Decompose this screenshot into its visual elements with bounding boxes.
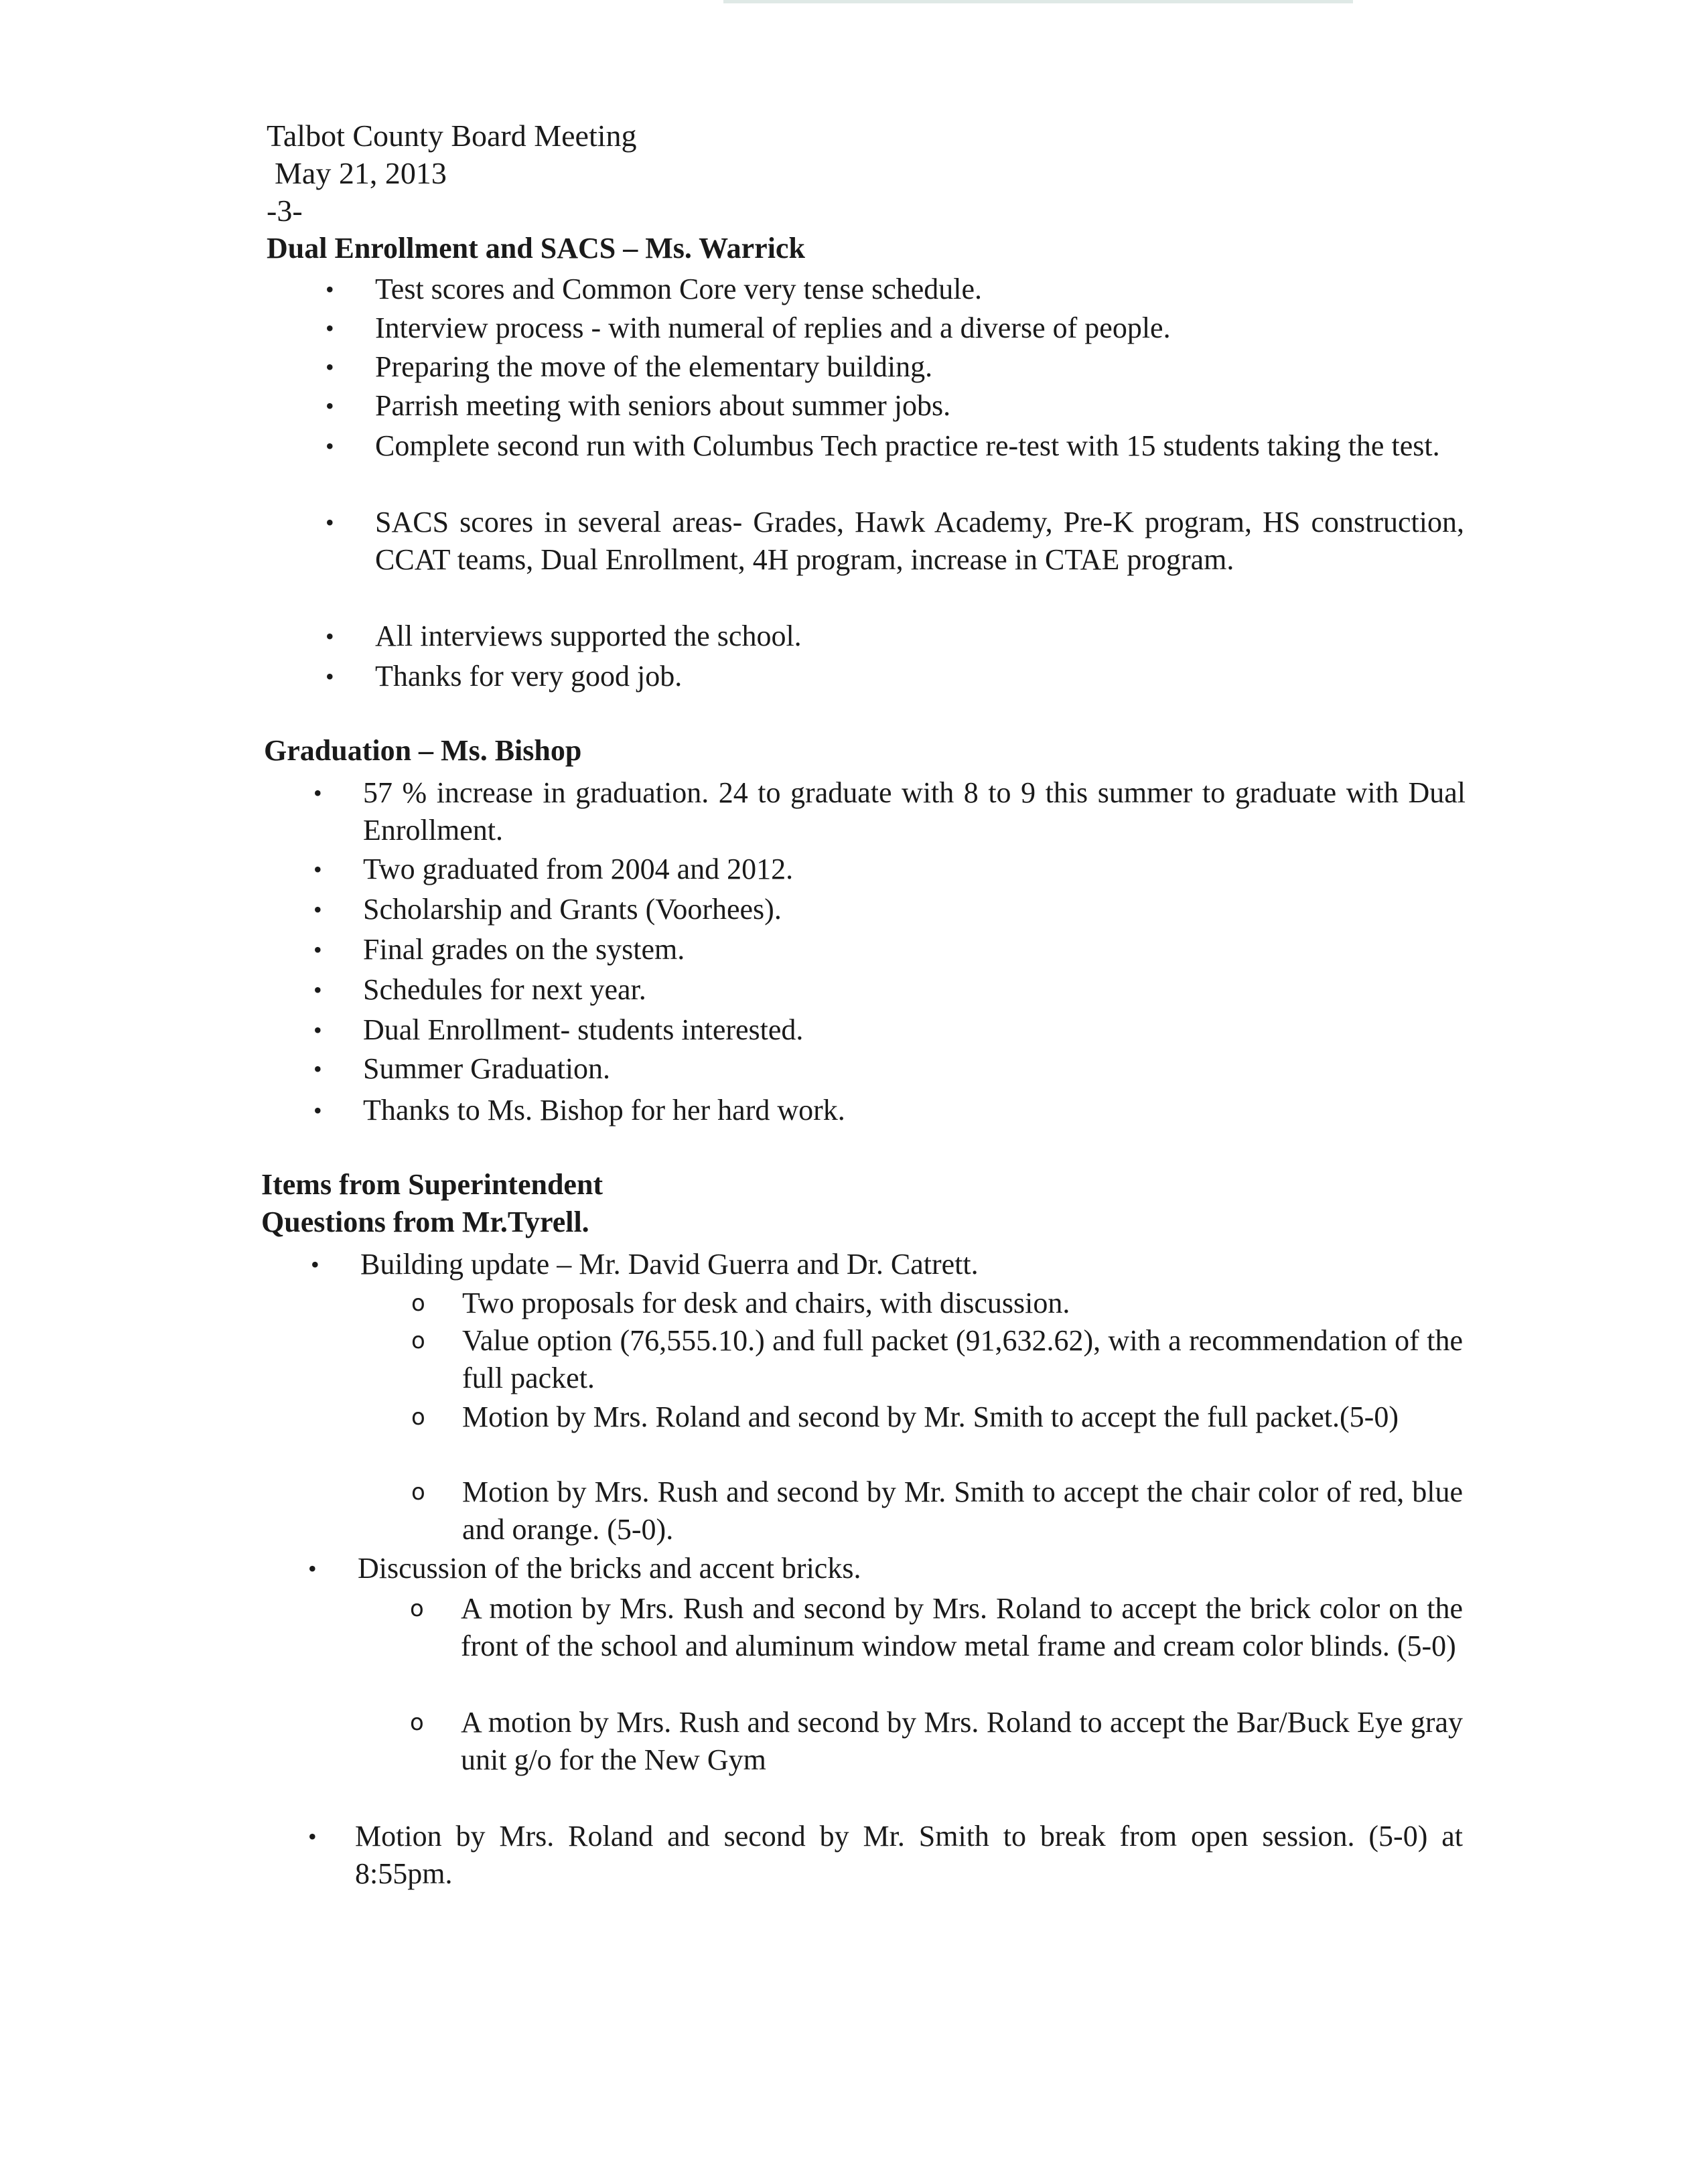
sub-bullet-mark: o (411, 1479, 425, 1506)
sub-list-item (410, 1704, 1463, 1779)
sub-list-item (411, 1285, 1463, 1322)
sub-list-item-text: Value option (76,555.10.) and full packet (91,632.62), with a recommendation of the full packet. (462, 1324, 1463, 1394)
list-item-bricks-discussion (308, 1550, 1463, 1587)
list-item-text: Parrish meeting with seniors about summer jobs. (375, 389, 951, 422)
list-item (313, 1092, 1466, 1129)
page-number: -3- (267, 194, 303, 228)
sub-list-item (410, 1590, 1463, 1665)
bullet-mark: • (313, 896, 322, 923)
sub-list-item (411, 1398, 1463, 1436)
bullet-mark: • (326, 276, 334, 303)
scan-edge (723, 0, 1353, 3)
bullet-mark: • (326, 623, 334, 650)
section-heading-dual-enrollment: Dual Enrollment and SACS – Ms. Warrick (267, 232, 805, 265)
list-item-text: Interview process - with numeral of replies and a diverse of people. (375, 311, 1171, 344)
sub-bullet-mark: o (411, 1404, 425, 1431)
list-item (313, 891, 1466, 928)
list-item (313, 931, 1466, 968)
section-heading-questions: Questions from Mr.Tyrell. (261, 1206, 589, 1238)
list-item (313, 1050, 1466, 1088)
list-item-text: Two graduated from 2004 and 2012. (363, 853, 794, 885)
bullet-mark: • (313, 1056, 322, 1082)
sub-list-item (411, 1473, 1463, 1548)
sub-bullet-mark: o (411, 1327, 425, 1354)
bullet-mark: • (308, 1555, 317, 1582)
list-item-text: Motion by Mrs. Roland and second by Mr. Smith to break from open session. (5-0) at 8:55pm. (355, 1820, 1463, 1890)
meeting-date: May 21, 2013 (275, 156, 447, 190)
list-item-text: Complete second run with Columbus Tech practice re-test with 15 students taking the test. (375, 429, 1440, 462)
list-item-text: 57 % increase in graduation. 24 to graduate with 8 to 9 this summer to graduate with Dual Enrollment. (363, 776, 1466, 847)
bullet-mark: • (326, 354, 334, 380)
list-item (326, 271, 1464, 308)
bullet-mark: • (326, 433, 334, 459)
sub-list-item-text: Two proposals for desk and chairs, with discussion. (462, 1287, 1070, 1319)
list-item (326, 658, 1464, 695)
list-item-text: All interviews supported the school. (375, 620, 802, 652)
bullet-mark: • (313, 780, 322, 806)
list-item-text: Building update – Mr. David Guerra and Dr. Catrett. (360, 1248, 979, 1281)
list-item (313, 1011, 1466, 1049)
bullet-mark: • (313, 976, 322, 1003)
list-item (313, 774, 1466, 849)
bullet-mark: • (311, 1251, 319, 1278)
list-item-text: Schedules for next year. (363, 973, 646, 1006)
list-item-text: Preparing the move of the elementary building. (375, 350, 933, 383)
section-heading-superintendent: Items from Superintendent (261, 1168, 603, 1201)
bullet-mark: • (313, 1097, 322, 1124)
sub-list-item (411, 1322, 1463, 1397)
list-item (326, 618, 1464, 655)
list-item-text: Dual Enrollment- students interested. (363, 1013, 804, 1046)
list-item (326, 348, 1464, 386)
list-item-text: Scholarship and Grants (Voorhees). (363, 893, 782, 926)
sub-list-item-text: Motion by Mrs. Rush and second by Mr. Smith to accept the chair color of red, blue and orange. (5-0). (462, 1475, 1463, 1546)
sub-bullet-mark: o (411, 1290, 425, 1317)
bullet-mark: • (313, 856, 322, 883)
list-item-text: Discussion of the bricks and accent bricks. (358, 1552, 861, 1585)
bullet-mark: • (313, 936, 322, 963)
sub-list-item-text: A motion by Mrs. Rush and second by Mrs. Roland to accept the Bar/Buck Eye gray unit g/o for the New Gym (461, 1706, 1463, 1776)
list-item-text: SACS scores in several areas- Grades, Hawk Academy, Pre-K program, HS construction, CCAT teams, Dual Enrollment, 4H program, increase in CTAE program. (375, 506, 1464, 576)
list-item-text: Thanks to Ms. Bishop for her hard work. (363, 1094, 845, 1127)
sub-bullet-mark: o (410, 1595, 424, 1622)
bullet-mark: • (326, 509, 334, 536)
section-heading-graduation: Graduation – Ms. Bishop (264, 734, 582, 767)
bullet-mark: • (308, 1823, 317, 1850)
list-item-building-update (311, 1246, 1463, 1283)
bullet-mark: • (326, 392, 334, 419)
list-item (326, 504, 1464, 579)
list-item-text: Test scores and Common Core very tense schedule. (375, 273, 983, 305)
list-item-text: Summer Graduation. (363, 1052, 611, 1085)
list-item (313, 971, 1466, 1009)
list-item-final-motion (308, 1818, 1463, 1893)
list-item-text: Thanks for very good job. (375, 660, 683, 693)
bullet-mark: • (326, 315, 334, 342)
sub-list-item-text: Motion by Mrs. Roland and second by Mr. Smith to accept the full packet.(5-0) (462, 1400, 1399, 1433)
list-item-text: Final grades on the system. (363, 933, 685, 966)
sub-list-item-text: A motion by Mrs. Rush and second by Mrs. Roland to accept the brick color on the front of the school and aluminum window metal frame and cream color blinds. (5-0) (461, 1592, 1463, 1662)
sub-bullet-mark: o (410, 1709, 424, 1736)
list-item (326, 427, 1464, 465)
list-item (313, 851, 1466, 888)
meeting-title: Talbot County Board Meeting (267, 119, 637, 153)
bullet-mark: • (313, 1017, 322, 1043)
list-item (326, 387, 1464, 425)
list-item (326, 309, 1464, 347)
bullet-mark: • (326, 663, 334, 690)
